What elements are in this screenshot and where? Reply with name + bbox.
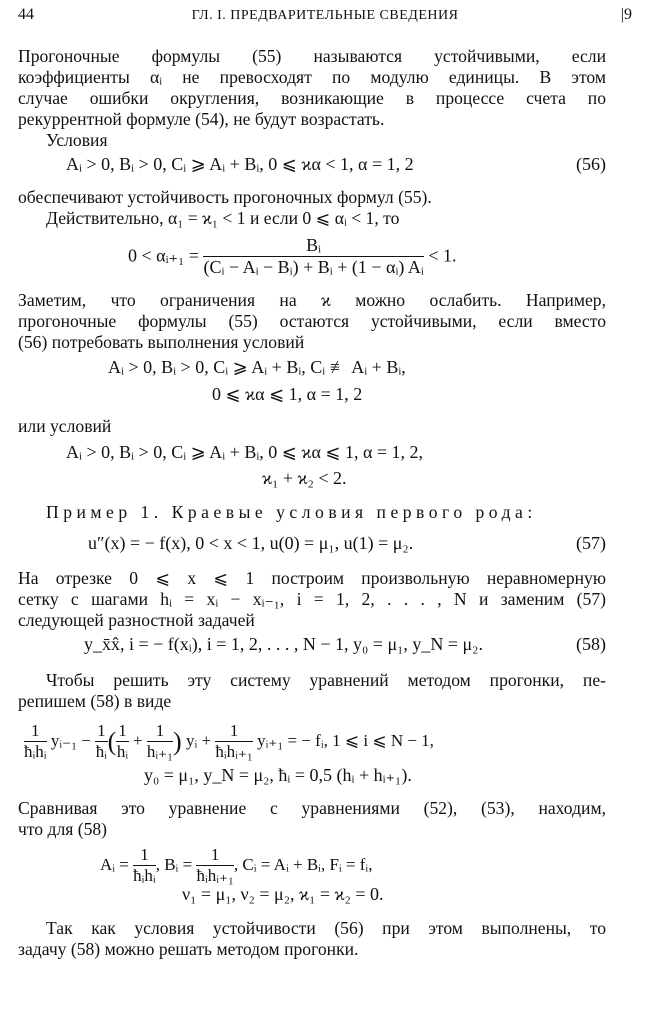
equation-system-line2: y₀ = μ₁, y_N = μ₂, ħᵢ = 0,5 (hᵢ + hᵢ₊₁). [144, 765, 412, 785]
example-heading [46, 502, 606, 523]
text-line: что для (58) [18, 819, 108, 839]
text-line: Сравнивая это уравнение с уравнениями (52), (53), находим, [18, 798, 606, 818]
equation-56: Aᵢ > 0, Bᵢ > 0, Cᵢ ⩾ Aᵢ + Bᵢ, 0 ⩽ ϰα < 1, α = 1, 2 [66, 154, 414, 174]
text-line: рекуррентной формуле (54), не будут возрастать. [18, 109, 385, 129]
paragraph-compare [18, 798, 606, 840]
alpha-rhs: < 1. [428, 245, 457, 266]
fraction: $\frac{1}{\text{ħᵢhᵢ}}$ [24, 721, 47, 761]
text-line: Заметим, что ограничения на ϰ можно ослабить. Например, [18, 290, 606, 310]
page-number: 44 [18, 6, 34, 23]
text-line: Действительно, α₁ = ϰ₁ < 1 и если 0 ⩽ αᵢ < 1, то [46, 208, 400, 228]
equation-conditions-2b: ϰ₁ + ϰ₂ < 2. [262, 468, 347, 488]
signature-mark: |9 [620, 6, 632, 23]
paragraph-grid [18, 568, 606, 631]
fraction: $\frac{1}{\text{ħᵢhᵢ}}$ [133, 845, 156, 885]
text-line: задачу (58) можно решать методом прогонки. [18, 939, 359, 959]
text-line: сетку с шагами hᵢ = xᵢ − xᵢ₋₁, i = 1, 2, . . . , N и заменим (57) [18, 589, 606, 609]
text-line: случае ошибки округления, возникающие в процессе счета по [18, 88, 606, 108]
text-line: (56) потребовать выполнения условий [18, 332, 305, 352]
paragraph-conclusion-cont [18, 939, 606, 960]
text-line: На отрезке 0 ⩽ x ⩽ 1 построим произвольную неравномерную [18, 568, 606, 588]
paragraph-remark [18, 290, 606, 353]
fraction: $\frac{1}{\text{ħᵢhᵢ₊₁}}$ [215, 721, 253, 761]
text-line: Пример 1. Краевые условия первого рода: [46, 502, 537, 522]
chapter-title: ГЛ. I. ПРЕДВАРИТЕЛЬНЫЕ СВЕДЕНИЯ [191, 8, 459, 23]
fraction: $\frac{1}{\text{hᵢ}}$ [116, 721, 129, 761]
equation-conditions-2a: Aᵢ > 0, Bᵢ > 0, Cᵢ ⩾ Aᵢ + Bᵢ, 0 ⩽ ϰα ⩽ 1, α = 1, 2, [66, 442, 424, 462]
alpha-fraction [203, 236, 423, 278]
paragraph-or [18, 416, 606, 437]
fraction: $\frac{1}{\text{ħᵢ}}$ [95, 721, 107, 761]
text-line: или условий [18, 416, 112, 436]
text-line: Прогоночные формулы (55) называются устойчивыми, если [18, 46, 606, 66]
equation-number-58: (58) [576, 634, 606, 654]
text-line: Условия [46, 130, 108, 150]
text-line: Так как условия устойчивости (56) при этом выполнены, то [46, 918, 606, 938]
equation-number-57: (57) [576, 533, 606, 553]
equation-system-line1: $\frac{1}{\text{ħᵢhᵢ}}$ yᵢ₋₁ − $\frac{1}{\text{ħᵢ}}$ ( $\frac{1}{\text{hᵢ}}$ + $\frac{1}{\text{hᵢ₊₁}}$ ) yᵢ + $\frac{1}{\text{ħᵢhᵢ₊₁}}$ yᵢ₊₁ = − fᵢ, 1 ⩽ i ⩽ N − 1, [24, 721, 434, 761]
alpha-denominator: (Cᵢ − Aᵢ − Bᵢ) + Bᵢ + (1 − αᵢ) Aᵢ [203, 256, 424, 277]
alpha-numerator: Bᵢ [203, 236, 423, 257]
paragraph-solve-cont [18, 691, 606, 712]
equation-conditions-1a: Aᵢ > 0, Bᵢ > 0, Cᵢ ⩾ Aᵢ + Bᵢ, Cᵢ ≢ Aᵢ + Bᵢ, [108, 357, 406, 377]
text-line: репишем (58) в виде [18, 691, 172, 711]
paragraph-stability [18, 46, 606, 130]
equation-alpha [128, 236, 456, 278]
text-line: Чтобы решить эту систему уравнений методом прогонки, пе- [46, 670, 606, 690]
paragraph-conditions [46, 130, 634, 151]
running-header [18, 6, 632, 28]
alpha-lhs: 0 < αᵢ₊₁ = [128, 245, 199, 266]
paragraph-indeed [46, 208, 606, 229]
equation-number-56: (56) [576, 154, 606, 174]
text-line: следующей разностной задачей [18, 610, 255, 630]
fraction: $\frac{1}{\text{hᵢ₊₁}}$ [146, 721, 174, 761]
text-line: обеспечивают устойчивость прогоночных формул (55). [18, 187, 432, 207]
paragraph-provide [18, 187, 606, 208]
equation-coefficients-line2: ν₁ = μ₁, ν₂ = μ₂, ϰ₁ = ϰ₂ = 0. [182, 884, 384, 904]
paragraph-conclusion [46, 918, 606, 939]
fraction: $\frac{1}{\text{ħᵢhᵢ₊₁}}$ [196, 845, 234, 885]
equation-coefficients-line1: Aᵢ = $\frac{1}{\text{ħᵢhᵢ}}$ , Bᵢ = $\frac{1}{\text{ħᵢhᵢ₊₁}}$ , Cᵢ = Aᵢ + Bᵢ, Fᵢ = fᵢ, [100, 845, 373, 885]
text-line: коэффициенты αᵢ не превосходят по модулю единицы. В этом [18, 67, 606, 87]
equation-57: u″(x) = − f(x), 0 < x < 1, u(0) = μ₁, u(1) = μ₂. [88, 533, 414, 553]
equation-conditions-1b: 0 ⩽ ϰα ⩽ 1, α = 1, 2 [212, 384, 363, 404]
text-line: прогоночные формулы (55) остаются устойчивыми, если вместо [18, 311, 606, 331]
paragraph-solve [46, 670, 606, 691]
equation-58: y_x̄x̂, i = − f(xᵢ), i = 1, 2, . . . , N − 1, y₀ = μ₁, y_N = μ₂. [84, 634, 483, 654]
